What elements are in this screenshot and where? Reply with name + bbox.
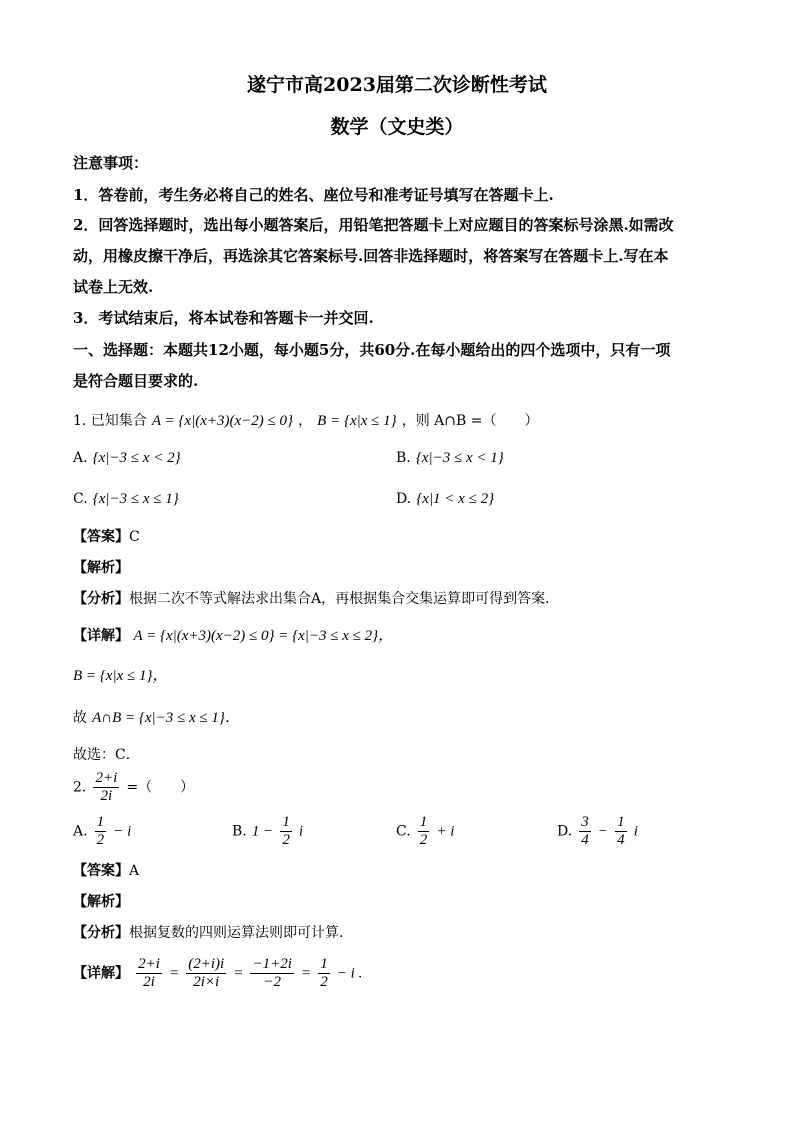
option-text: {x|−3 ≤ x < 1} <box>415 450 504 466</box>
option-label: A. <box>73 823 88 840</box>
q1-stem-suffix: ，则 A∩B =（ ） <box>401 413 539 429</box>
answer-value: A <box>129 863 140 879</box>
detail-tag: 【详解】 <box>73 965 129 982</box>
fraction <box>615 814 627 848</box>
option-label: B. <box>232 823 247 840</box>
fraction <box>95 814 107 848</box>
detail-prefix: 故 <box>73 710 87 726</box>
analysis-tag: 【解析】 <box>73 560 129 576</box>
option-text: {x|1 < x ≤ 2} <box>416 491 495 507</box>
detail-formula: A∩B = {x|−3 ≤ x ≤ 1}． <box>92 710 240 726</box>
answer-value: C <box>129 529 140 545</box>
option-label: D. <box>557 823 573 840</box>
numerator: 2+i <box>138 956 160 972</box>
fenxi-text: 根据复数的四则运算法则即可计算. <box>129 925 344 941</box>
option-tail: i <box>298 823 304 840</box>
q1-analysis-tag <box>73 557 129 577</box>
equals-sign: = <box>300 965 312 982</box>
note-2-line-3: 试卷上无效. <box>73 278 154 296</box>
note-1: 1．答卷前，考生务必将自己的姓名、座位号和准考证号填写在答题卡上. <box>73 186 554 204</box>
numerator: 1 <box>282 814 290 830</box>
answer-tag: 【答案】 <box>73 863 129 879</box>
q1-option-c <box>73 488 179 508</box>
note-2-line-1: 2．回答选择题时，选出每小题答案后，用铅笔把答题卡上对应题目的答案标号涂黑.如需改 <box>73 216 674 234</box>
q1-option-d <box>396 488 494 508</box>
option-label: B. <box>396 450 411 466</box>
q1-set-a: A = {x|(x+3)(x−2) ≤ 0} <box>151 413 293 429</box>
fraction <box>280 814 292 848</box>
denominator: 2i×i <box>193 973 220 990</box>
q2-detail <box>73 956 362 990</box>
equals-sign: = <box>233 965 244 982</box>
option-head: 1 − <box>251 823 274 840</box>
option-tail: − i <box>113 823 132 840</box>
option-label: C. <box>73 491 88 507</box>
q2-stem <box>73 770 194 804</box>
fraction <box>250 956 293 990</box>
answer-tag: 【答案】 <box>73 529 129 545</box>
numerator: (2+i)i <box>188 956 225 972</box>
option-text: {x|−3 ≤ x < 2} <box>92 450 181 466</box>
detail-tag: 【详解】 <box>73 628 129 644</box>
detail-tail: − i . <box>336 965 363 982</box>
note-2-line-2: 动，用橡皮擦干净后，再选涂其它答案标号.回答非选择题时，将答案写在答题卡上.写在本 <box>73 247 669 265</box>
page-subtitle: 数学（文史类） <box>330 116 464 138</box>
page-title: 遂宁市高2023届第二次诊断性考试 <box>247 74 547 96</box>
q2-option-a <box>73 814 131 848</box>
denominator: 4 <box>581 831 589 848</box>
q1-detail-3 <box>73 706 240 727</box>
q2-stem-fraction <box>93 770 119 804</box>
q2-stem-suffix: =（ ） <box>126 779 195 796</box>
numerator: 1 <box>419 814 428 830</box>
option-label: A. <box>73 450 88 466</box>
q2-answer <box>73 860 139 880</box>
fraction <box>418 814 430 848</box>
denominator: 2 <box>419 831 428 848</box>
option-text: {x|−3 ≤ x ≤ 1} <box>92 491 179 507</box>
q1-fenxi <box>73 588 559 608</box>
detail-formula: B = {x|x ≤ 1}， <box>73 668 168 684</box>
note-3: 3．考试结束后，将本试卷和答题卡一并交回. <box>73 309 374 327</box>
q2-option-c <box>396 814 454 848</box>
detail-formula: A = {x|(x+3)(x−2) ≤ 0} = {x|−3 ≤ x ≤ 2}， <box>133 628 394 644</box>
fraction <box>318 956 330 990</box>
denominator: 2i <box>100 787 113 804</box>
q2-analysis-tag <box>73 891 129 911</box>
option-tail: + i <box>436 823 455 840</box>
q2-fenxi <box>73 922 343 942</box>
fraction <box>136 956 162 990</box>
q1-stem <box>73 410 538 430</box>
q1-set-b: B = {x|x ≤ 1} <box>317 413 397 429</box>
option-tail: i <box>633 823 638 840</box>
fenxi-tag: 【分析】 <box>73 925 129 941</box>
numerator: −1+2i <box>252 956 292 972</box>
q2-option-d <box>557 814 638 848</box>
equals-sign: = <box>168 965 180 982</box>
q1-option-b <box>396 447 504 467</box>
q1-detail-1 <box>73 624 393 645</box>
fraction <box>186 956 226 990</box>
denominator: 2i <box>143 973 155 990</box>
denominator: 2 <box>320 973 328 990</box>
option-label: C. <box>396 823 411 840</box>
numerator: 1 <box>320 956 328 972</box>
q1-option-a <box>73 447 181 467</box>
denominator: 4 <box>617 831 625 848</box>
numerator: 1 <box>617 814 625 830</box>
analysis-tag: 【解析】 <box>73 894 129 910</box>
denominator: −2 <box>263 973 281 990</box>
denominator: 2 <box>96 831 105 848</box>
option-operator: − <box>597 823 608 840</box>
section-heading-line-1: 一、选择题：本题共12小题，每小题5分，共60分.在每小题给出的四个选项中，只有一项 <box>73 341 671 359</box>
q1-comma: ， <box>298 413 313 429</box>
option-label: D. <box>396 491 412 507</box>
notes-heading: 注意事项： <box>73 154 149 172</box>
fenxi-tag: 【分析】 <box>73 591 129 607</box>
fraction <box>579 814 591 848</box>
numerator: 3 <box>581 814 589 830</box>
q1-conclusion: 故选：C． <box>73 747 140 763</box>
q1-answer <box>73 526 140 546</box>
q2-number: 2. <box>73 779 87 796</box>
numerator: 1 <box>96 814 105 830</box>
fenxi-text: 根据二次不等式解法求出集合A，再根据集合交集运算即可得到答案． <box>129 591 560 607</box>
section-heading-line-2: 是符合题目要求的. <box>73 372 199 390</box>
q1-stem-prefix: 1. 已知集合 <box>73 413 147 429</box>
numerator: 2+i <box>95 770 118 786</box>
denominator: 2 <box>282 831 290 848</box>
q2-option-b <box>232 814 303 848</box>
q1-detail-2 <box>73 664 167 685</box>
